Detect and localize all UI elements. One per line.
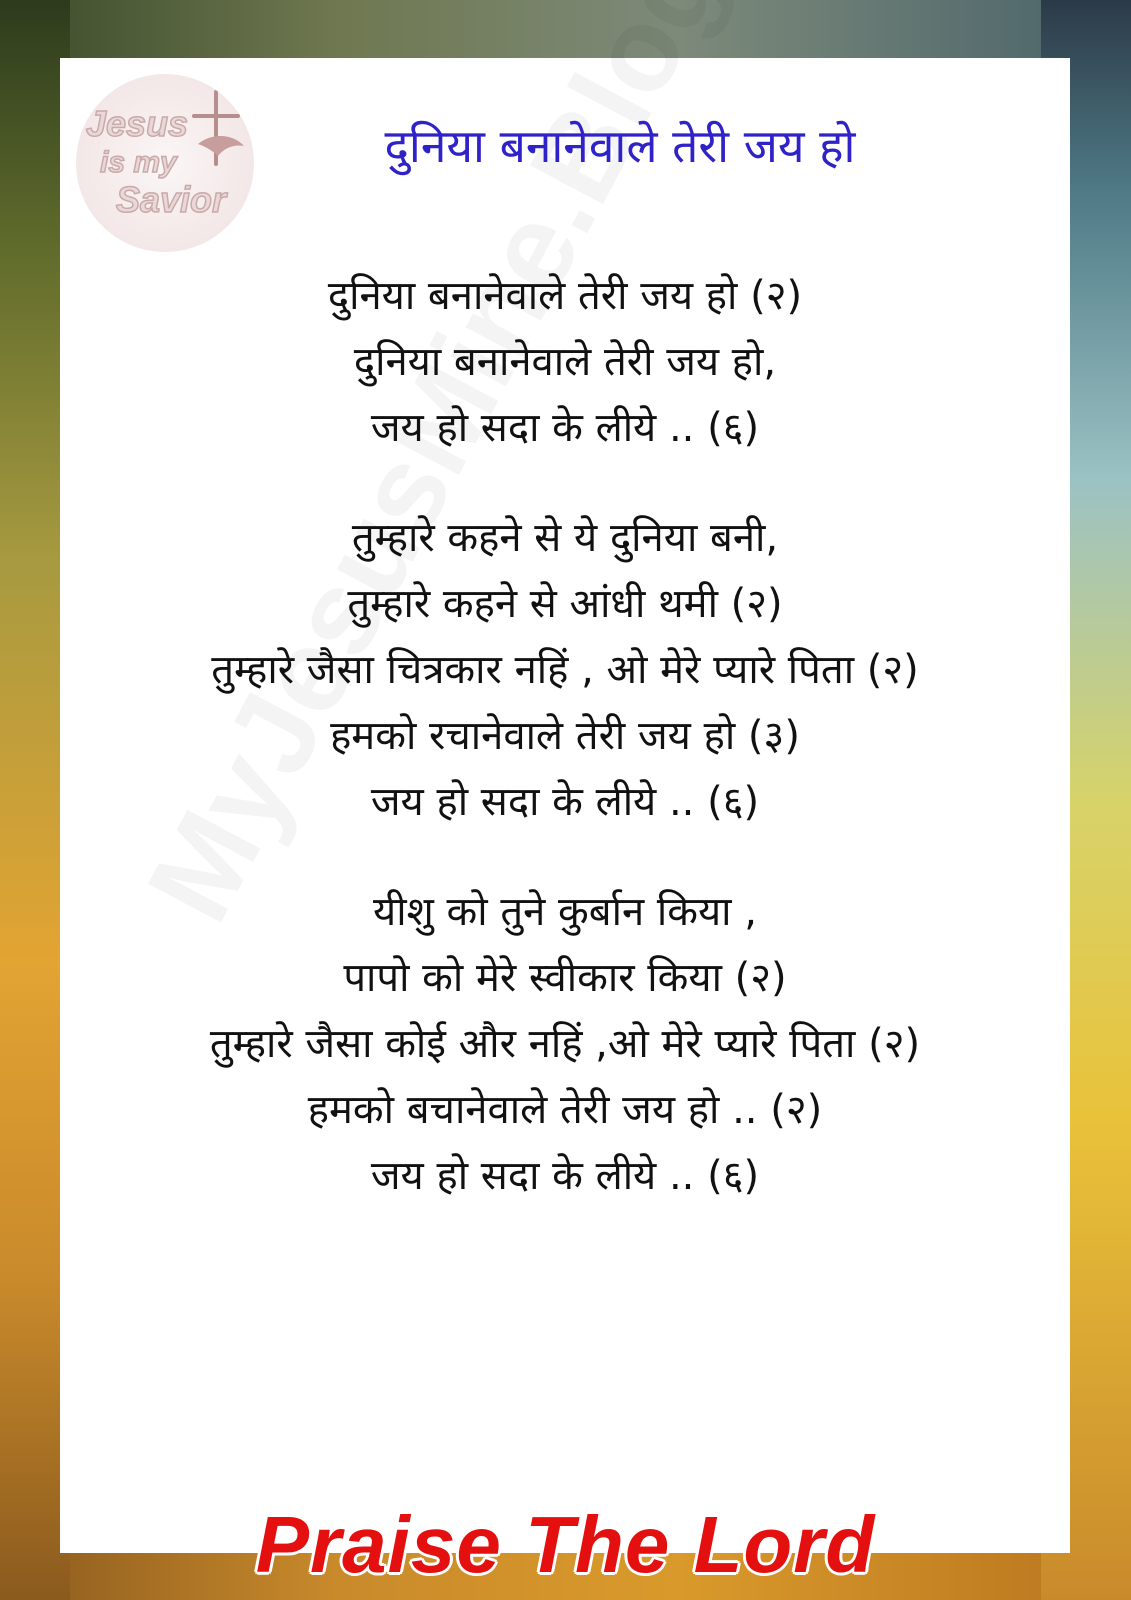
lyric-line: हमको बचानेवाले तेरी जय हो .. (२) (307, 1087, 823, 1133)
stanza-3 (60, 879, 1070, 1209)
stanza-2 (60, 505, 1070, 835)
lyric-line: तुम्हारे कहने से ये दुनिया बनी, (351, 515, 779, 561)
background-top (0, 0, 1131, 62)
lyric-line: दुनिया बनानेवाले तेरी जय हो, (353, 339, 777, 385)
song-title: दुनिया बनानेवाले तेरी जय हो (384, 119, 856, 173)
lyrics (60, 263, 1070, 1253)
logo-text-line3: Savior (116, 179, 227, 220)
lyric-line: दुनिया बनानेवाले तेरी जय हो (२) (327, 273, 803, 319)
footer-praise-the-lord: Praise The Lord (255, 1500, 876, 1589)
stanza-1 (60, 263, 1070, 461)
lyric-line: यीशु को तुने कुर्बान किया , (373, 889, 757, 935)
lyric-line: तुम्हारे जैसा कोई और नहिं ,ओ मेरे प्यारे पिता (२) (209, 1021, 921, 1067)
lyric-line: जय हो सदा के लीये .. (६) (370, 779, 760, 825)
logo-text-line1: Jesus (86, 103, 189, 144)
lyric-line: तुम्हारे जैसा चित्रकार नहिं , ओ मेरे प्यारे पिता (२) (211, 647, 919, 693)
lyric-line: जय हो सदा के लीये .. (६) (370, 405, 760, 451)
lyric-line: जय हो सदा के लीये .. (६) (370, 1153, 760, 1199)
lyrics-sheet (60, 58, 1070, 1553)
logo-text-line2: is my (100, 146, 177, 179)
lyric-line: तुम्हारे कहने से आंधी थमी (२) (347, 581, 783, 627)
lyric-line: पापो को मेरे स्वीकार किया (२) (343, 955, 787, 1001)
lyric-line: हमको रचानेवाले तेरी जय हो (३) (330, 713, 800, 759)
